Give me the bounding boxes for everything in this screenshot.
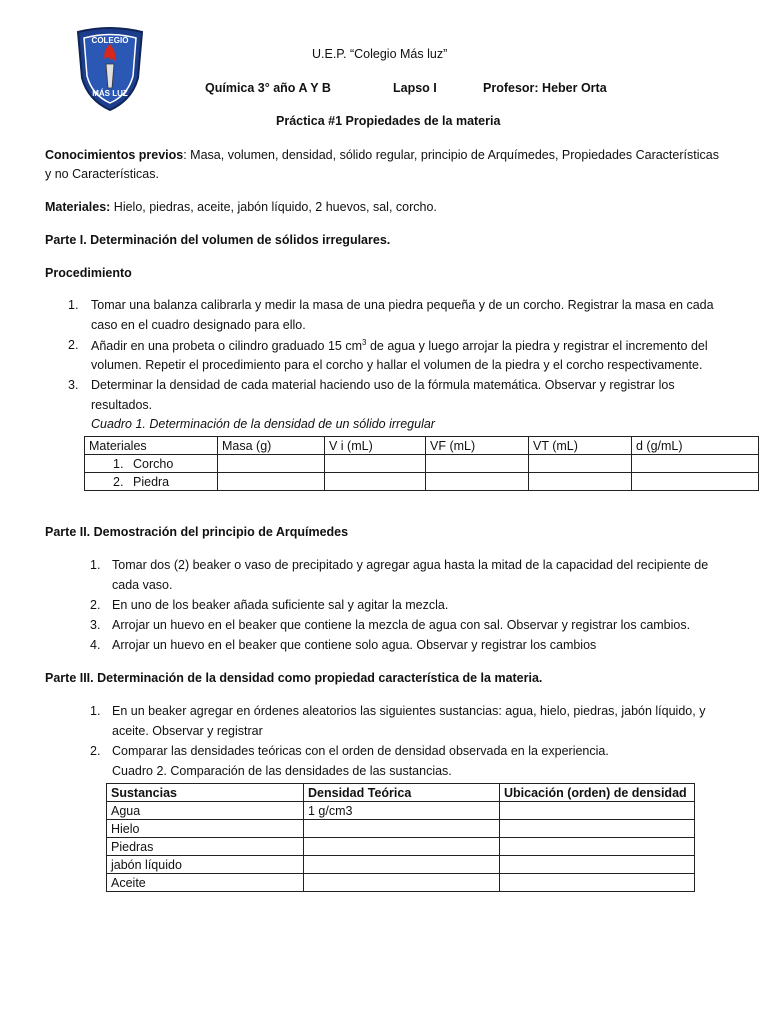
table-header: Ubicación (orden) de densidad bbox=[500, 784, 695, 802]
procedure-title: Procedimiento bbox=[45, 266, 132, 280]
step-text-part: de agua y luego arrojar la piedra y registrar el incremento del bbox=[366, 339, 708, 354]
school-logo bbox=[72, 26, 148, 112]
step-text: resultados. bbox=[91, 398, 153, 412]
table-cell[interactable] bbox=[304, 856, 500, 874]
table-row bbox=[107, 874, 695, 892]
table-cell: Piedras bbox=[107, 838, 304, 856]
row-number: 1. bbox=[113, 456, 124, 471]
table-header: Masa (g) bbox=[218, 437, 325, 455]
step-text: Tomar una balanza calibrarla y medir la masa de una piedra pequeña y de un corcho. Registrar la masa en cada bbox=[91, 298, 714, 312]
page-title: Práctica #1 Propiedades de la materia bbox=[276, 114, 501, 128]
table-header: Materiales bbox=[85, 437, 218, 455]
step-text: volumen. Repetir el procedimiento para el corcho y hallar el volumen de la piedra y el corcho respectivamente. bbox=[91, 358, 703, 372]
table-row bbox=[85, 473, 759, 491]
table-header: V i (mL) bbox=[325, 437, 426, 455]
prior-text-line2: y no Características. bbox=[45, 167, 159, 181]
step-text: Arrojar un huevo en el beaker que contiene solo agua. Observar y registrar los cambios bbox=[112, 638, 597, 652]
table-cell[interactable] bbox=[304, 820, 500, 838]
step-number: 2. bbox=[90, 744, 101, 758]
table-cell[interactable] bbox=[426, 455, 529, 473]
table-cell: Agua bbox=[107, 802, 304, 820]
step-text: Determinar la densidad de cada material haciendo uso de la fórmula matemática. Observar y registrar los bbox=[91, 378, 675, 392]
logo-top-text: COLEGIO bbox=[91, 36, 129, 45]
step-text: aceite. Observar y registrar bbox=[112, 724, 263, 738]
table-cell[interactable] bbox=[325, 455, 426, 473]
table-cell[interactable] bbox=[500, 856, 695, 874]
prior-knowledge bbox=[45, 148, 719, 162]
step-text: En uno de los beaker añada suficiente sal y agitar la mezcla. bbox=[112, 598, 449, 612]
table-cell[interactable] bbox=[325, 473, 426, 491]
table-cell[interactable] bbox=[304, 874, 500, 892]
table-header-row bbox=[107, 784, 695, 802]
step-text: En un beaker agregar en órdenes aleatorios las siguientes sustancias: agua, hielo, piedras, jabón líquido, y bbox=[112, 704, 706, 718]
table-cell: 1 g/cm3 bbox=[304, 802, 500, 820]
table-cell[interactable] bbox=[304, 838, 500, 856]
superscript: 3 bbox=[362, 338, 367, 347]
table-row bbox=[107, 802, 695, 820]
table-cell[interactable] bbox=[632, 473, 759, 491]
table2-caption: Cuadro 2. Comparación de las densidades de las sustancias. bbox=[112, 764, 452, 778]
materials-label: Materiales: bbox=[45, 200, 111, 214]
table-header: Sustancias bbox=[107, 784, 304, 802]
part3-title: Parte III. Determinación de la densidad como propiedad característica de la materia. bbox=[45, 671, 543, 685]
row-label: Piedra bbox=[133, 474, 170, 489]
table-cell[interactable] bbox=[632, 455, 759, 473]
teacher: Profesor: Heber Orta bbox=[483, 81, 607, 95]
table-header: VF (mL) bbox=[426, 437, 529, 455]
row-number: 2. bbox=[113, 474, 124, 489]
prior-text: : Masa, volumen, densidad, sólido regular, principio de Arquímedes, Propiedades Características bbox=[183, 148, 719, 162]
table-header: Densidad Teórica bbox=[304, 784, 500, 802]
table-cell: Aceite bbox=[107, 874, 304, 892]
table-cell[interactable] bbox=[218, 455, 325, 473]
table1 bbox=[84, 436, 759, 491]
table-cell[interactable] bbox=[500, 874, 695, 892]
step-text: Comparar las densidades teóricas con el orden de densidad observada en la experiencia. bbox=[112, 744, 609, 758]
table-cell[interactable] bbox=[529, 473, 632, 491]
table-cell[interactable] bbox=[500, 802, 695, 820]
term: Lapso I bbox=[393, 81, 437, 95]
table-cell[interactable] bbox=[500, 838, 695, 856]
table2 bbox=[106, 783, 695, 892]
part1-title: Parte I. Determinación del volumen de sólidos irregulares. bbox=[45, 233, 391, 247]
step-text: cada vaso. bbox=[112, 578, 173, 592]
table1-caption: Cuadro 1. Determinación de la densidad de un sólido irregular bbox=[91, 417, 435, 431]
table-cell bbox=[85, 455, 218, 473]
step-number: 2. bbox=[90, 598, 101, 612]
table-row bbox=[85, 455, 759, 473]
table-header-row bbox=[85, 437, 759, 455]
step-text: Arrojar un huevo en el beaker que contiene la mezcla de agua con sal. Observar y registrar los cambios. bbox=[112, 618, 691, 632]
step-number: 3. bbox=[68, 378, 79, 392]
table-cell bbox=[85, 473, 218, 491]
table-cell[interactable] bbox=[500, 820, 695, 838]
part2-title: Parte II. Demostración del principio de Arquímedes bbox=[45, 525, 349, 539]
table-header: VT (mL) bbox=[529, 437, 632, 455]
step-number: 3. bbox=[90, 618, 101, 632]
table-cell[interactable] bbox=[529, 455, 632, 473]
step-number: 2. bbox=[68, 338, 79, 352]
step-text: caso en el cuadro designado para ello. bbox=[91, 318, 306, 332]
step-number: 1. bbox=[90, 704, 101, 718]
table-cell[interactable] bbox=[218, 473, 325, 491]
step-text bbox=[91, 338, 708, 353]
materials-text: Hielo, piedras, aceite, jabón líquido, 2 huevos, sal, corcho. bbox=[110, 200, 437, 214]
row-label: Corcho bbox=[133, 456, 174, 471]
table-row bbox=[107, 838, 695, 856]
school-name: U.E.P. “Colegio Más luz” bbox=[312, 47, 448, 61]
materials bbox=[45, 200, 437, 214]
step-number: 1. bbox=[90, 558, 101, 572]
table-cell: jabón líquido bbox=[107, 856, 304, 874]
subject: Química 3° año A Y B bbox=[205, 81, 331, 95]
logo-bottom-text: MÁS LUZ bbox=[92, 89, 128, 98]
step-number: 4. bbox=[90, 638, 101, 652]
prior-label: Conocimientos previos bbox=[45, 148, 184, 162]
table-row bbox=[107, 856, 695, 874]
step-number: 1. bbox=[68, 298, 79, 312]
table-cell: Hielo bbox=[107, 820, 304, 838]
table-header: d (g/mL) bbox=[632, 437, 759, 455]
step-text: Tomar dos (2) beaker o vaso de precipitado y agregar agua hasta la mitad de la capacidad del recipiente de bbox=[112, 558, 709, 572]
step-text-part: Añadir en una probeta o cilindro graduado 15 cm bbox=[91, 339, 363, 354]
table-row bbox=[107, 820, 695, 838]
table-cell[interactable] bbox=[426, 473, 529, 491]
